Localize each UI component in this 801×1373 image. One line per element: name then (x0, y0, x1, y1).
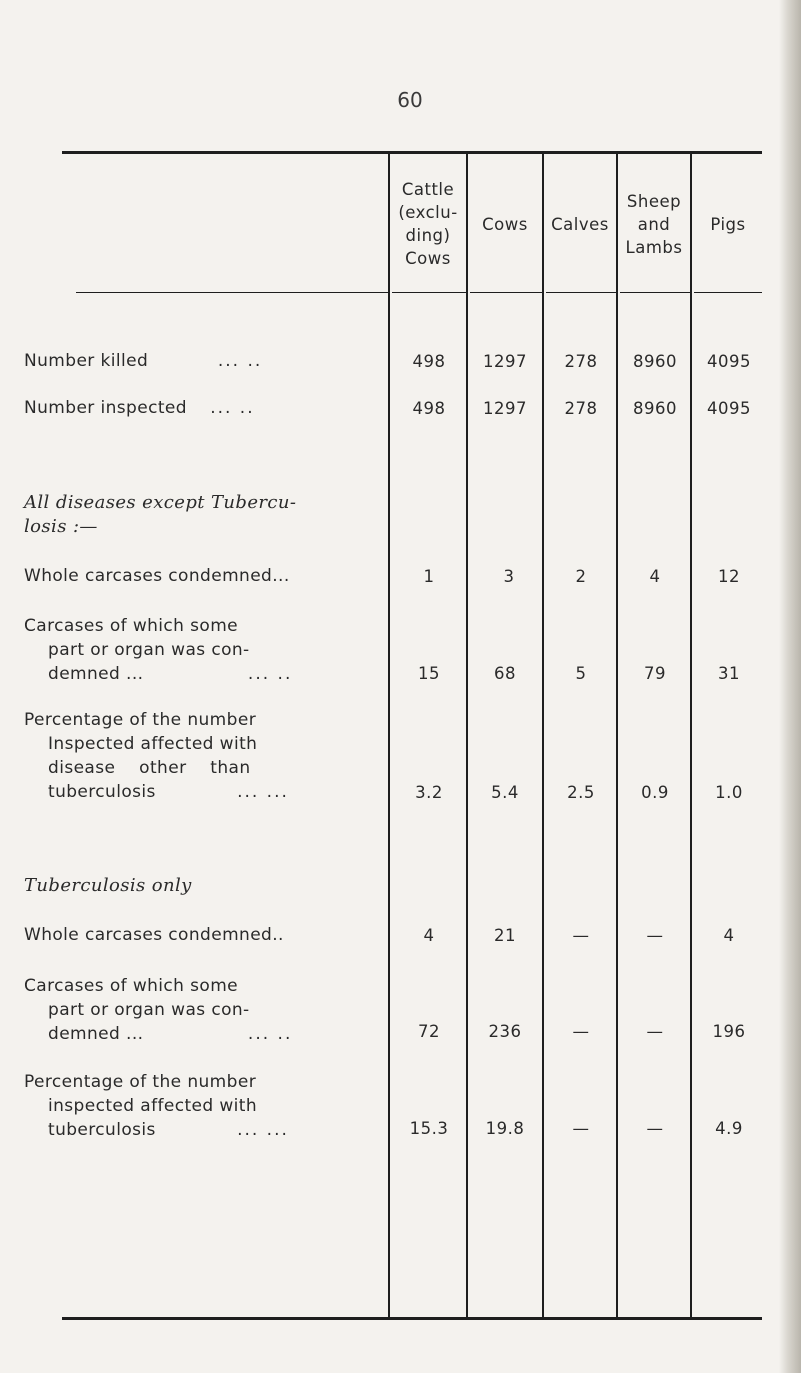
cell-percentage-1-pigs: 1.0 (715, 783, 743, 802)
cell-number-killed-sheep: 8960 (633, 352, 677, 371)
cell-part-condemned-2-cows: 236 (488, 1022, 522, 1041)
page-number: 60 (397, 88, 423, 112)
header-underline-cattle (392, 292, 466, 293)
column-divider-5 (690, 153, 692, 1318)
cell-number-killed-cattle: 498 (412, 352, 446, 371)
row-label-percentage-1: Percentage of the number Inspected affected with disease other than tuberculosis ... ... (24, 710, 289, 802)
cell-number-killed-cows: 1297 (483, 352, 527, 371)
cell-part-condemned-1-pigs: 31 (718, 664, 740, 683)
table-top-rule (62, 151, 762, 154)
header-underline-stub (76, 292, 388, 293)
cell-whole-condemned-2-sheep: — (646, 926, 664, 945)
cell-whole-condemned-1-calves: 2 (575, 567, 587, 586)
cell-whole-condemned-2-cows: 21 (494, 926, 516, 945)
cell-whole-condemned-2-pigs: 4 (723, 926, 735, 945)
header-underline-cows (470, 292, 542, 293)
header-cows: Cows (482, 215, 528, 234)
row-label-percentage-2: Percentage of the number inspected affected with tuberculosis ... ... (24, 1072, 289, 1140)
header-pigs: Pigs (710, 215, 746, 234)
cell-number-killed-calves: 278 (564, 352, 598, 371)
cell-percentage-1-cattle: 3.2 (415, 783, 443, 802)
cell-whole-condemned-1-sheep: 4 (649, 567, 661, 586)
row-label-number-killed: Number killed ... .. (24, 351, 263, 371)
header-underline-sheep (620, 292, 690, 293)
header-cattle: Cattle (exclu- ding) Cows (398, 180, 458, 268)
cell-whole-condemned-1-cows: 3 (503, 567, 515, 586)
header-underline-pigs (694, 292, 762, 293)
column-divider-3 (542, 153, 544, 1318)
page-edge-shadow (779, 0, 801, 1373)
cell-percentage-2-pigs: 4.9 (715, 1119, 743, 1138)
cell-percentage-2-cows: 19.8 (485, 1119, 525, 1138)
cell-percentage-1-sheep: 0.9 (641, 783, 669, 802)
row-label-number-inspected: Number inspected ... .. (24, 398, 255, 418)
row-label-part-condemned-2: Carcases of which some part or organ was con- demned ... ... .. (24, 976, 293, 1044)
cell-percentage-1-cows: 5.4 (491, 783, 519, 802)
row-label-part-condemned-1: Carcases of which some part or organ was con- demned ... ... .. (24, 616, 293, 684)
table-bottom-rule (62, 1317, 762, 1320)
row-label-whole-condemned-2: Whole carcases condemned.. (24, 925, 284, 945)
cell-part-condemned-2-calves: — (572, 1022, 590, 1041)
cell-number-inspected-cattle: 498 (412, 399, 446, 418)
cell-percentage-2-calves: — (572, 1119, 590, 1138)
cell-part-condemned-1-calves: 5 (575, 664, 587, 683)
header-sheep: Sheep and Lambs (625, 192, 683, 257)
column-divider-2 (466, 153, 468, 1318)
section-heading-all-diseases: All diseases except Tubercu- losis :— (24, 492, 297, 537)
cell-number-inspected-sheep: 8960 (633, 399, 677, 418)
header-calves: Calves (551, 215, 609, 234)
column-divider-1 (388, 153, 390, 1318)
cell-whole-condemned-2-calves: — (572, 926, 590, 945)
cell-part-condemned-2-cattle: 72 (418, 1022, 440, 1041)
section-heading-tuberculosis: Tuberculosis only (24, 875, 192, 896)
cell-part-condemned-1-sheep: 79 (644, 664, 666, 683)
cell-number-inspected-pigs: 4095 (707, 399, 751, 418)
cell-whole-condemned-1-pigs: 12 (718, 567, 740, 586)
column-divider-4 (616, 153, 618, 1318)
cell-whole-condemned-2-cattle: 4 (423, 926, 435, 945)
header-underline-calves (546, 292, 616, 293)
row-label-whole-condemned-1: Whole carcases condemned... (24, 566, 290, 586)
cell-whole-condemned-1-cattle: 1 (423, 567, 435, 586)
cell-part-condemned-1-cattle: 15 (418, 664, 440, 683)
cell-part-condemned-1-cows: 68 (494, 664, 516, 683)
cell-percentage-2-cattle: 15.3 (409, 1119, 449, 1138)
cell-percentage-1-calves: 2.5 (567, 783, 595, 802)
cell-number-inspected-cows: 1297 (483, 399, 527, 418)
cell-percentage-2-sheep: — (646, 1119, 664, 1138)
cell-part-condemned-2-sheep: — (646, 1022, 664, 1041)
cell-number-inspected-calves: 278 (564, 399, 598, 418)
cell-part-condemned-2-pigs: 196 (712, 1022, 746, 1041)
cell-number-killed-pigs: 4095 (707, 352, 751, 371)
